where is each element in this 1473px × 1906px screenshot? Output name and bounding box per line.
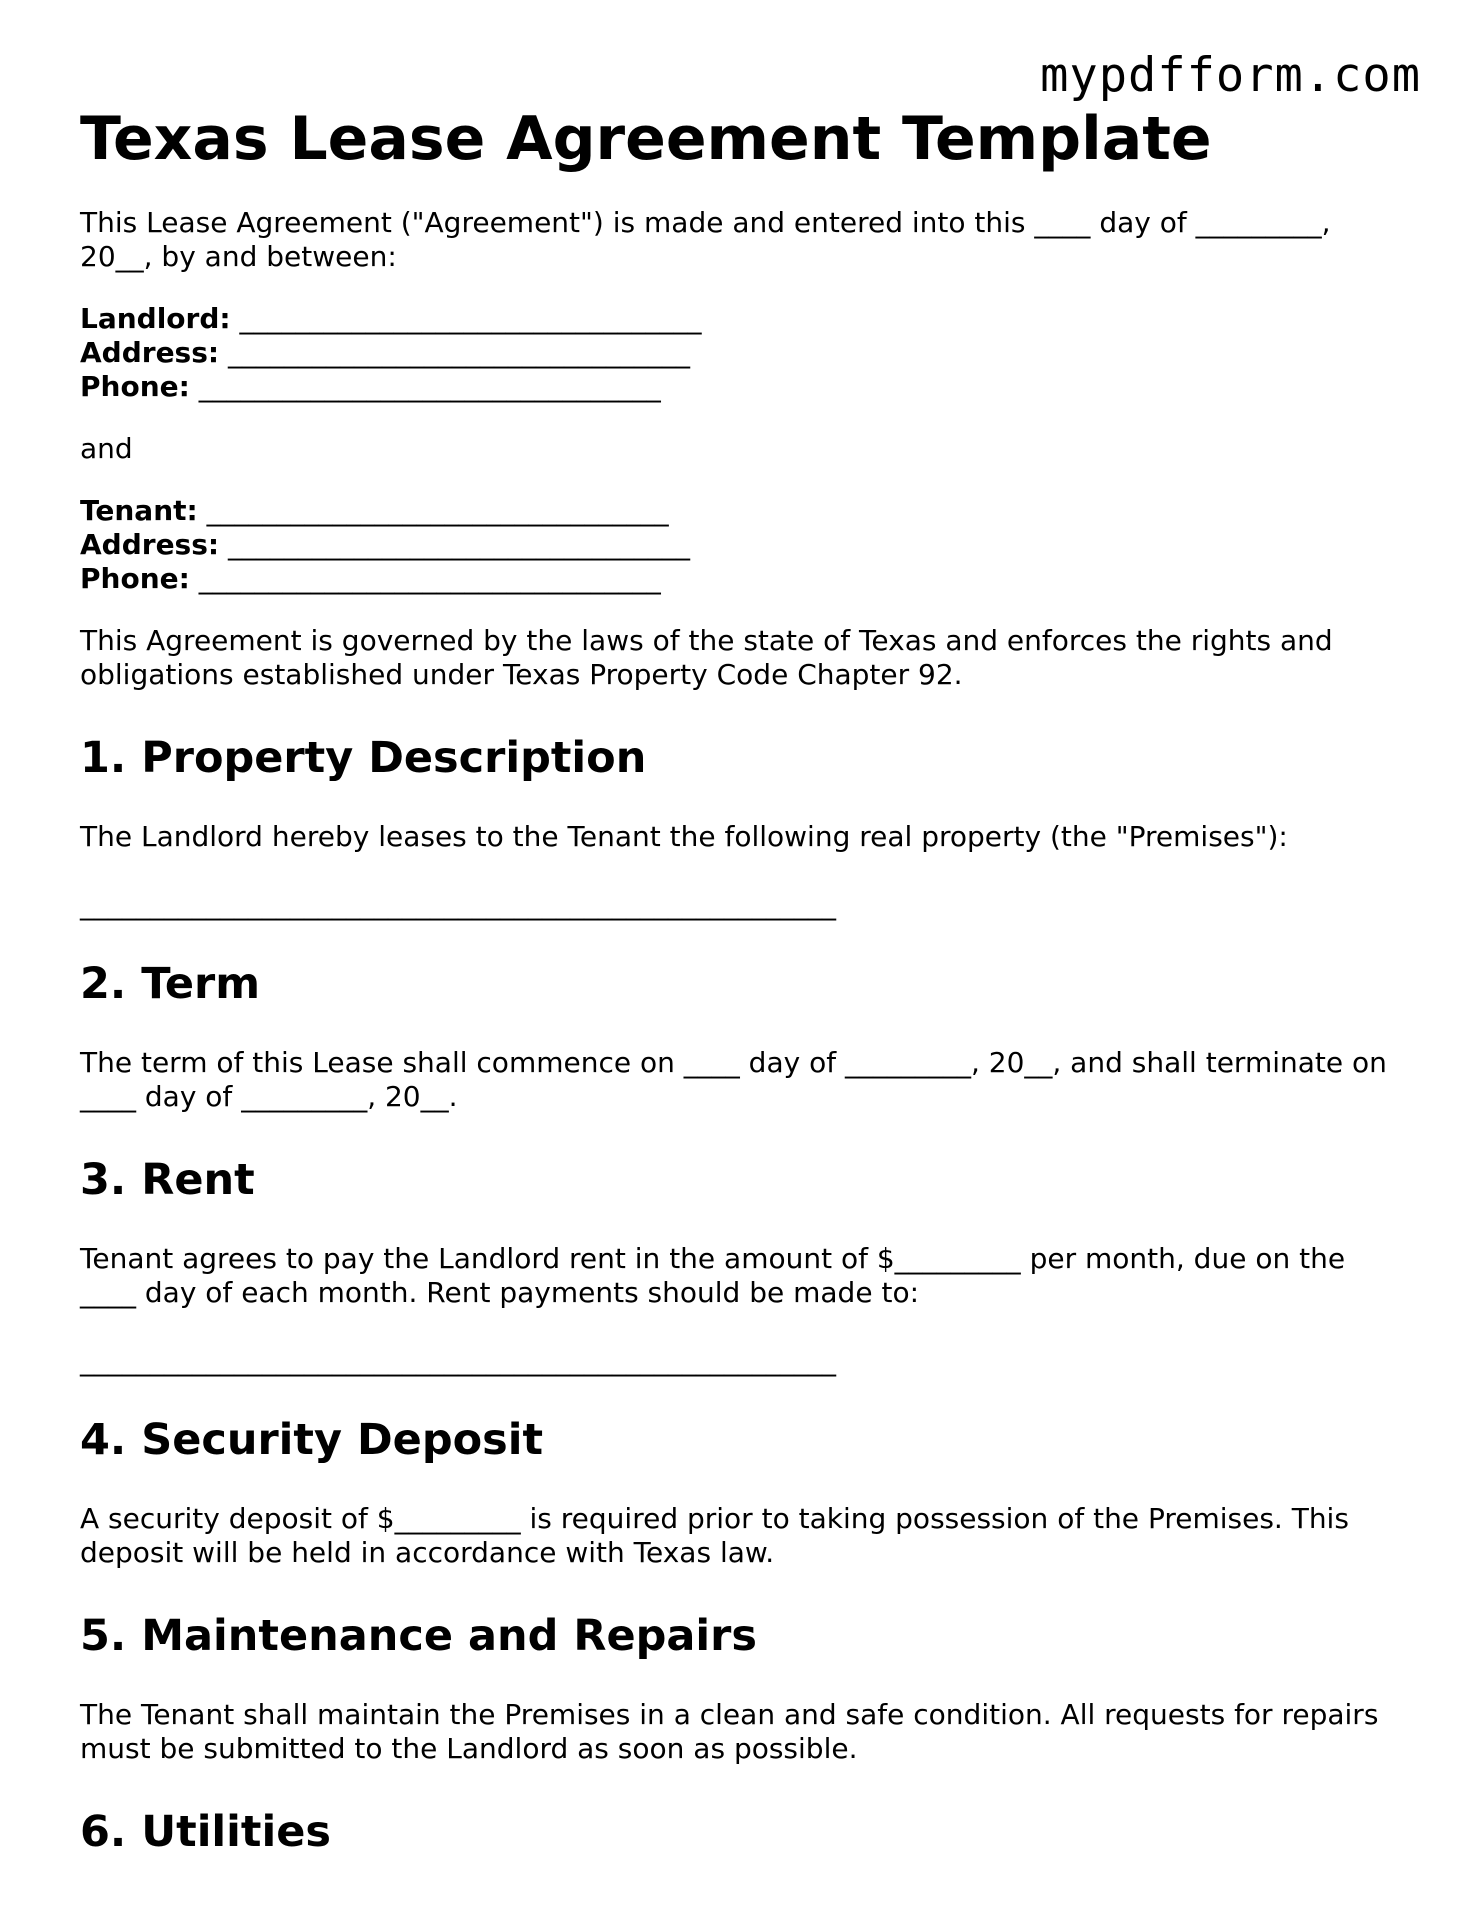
section-heading-property: 1. Property Description	[80, 733, 647, 783]
intro-paragraph: This Lease Agreement ("Agreement") is made and entered into this ____ day of _________, 20__, by and between:	[80, 206, 1331, 273]
tenant-address-field[interactable]: _________________________________	[228, 528, 690, 561]
landlord-phone-field[interactable]: _________________________________	[198, 370, 661, 403]
landlord-name-row	[80, 302, 1400, 336]
document-page	[80, 100, 1400, 1894]
security-deposit-text: A security deposit of $_________ is required prior to taking possession of the Premises. This deposit will be held in accordance with Texas law.	[80, 1502, 1349, 1569]
property-description-text: The Landlord hereby leases to the Tenant the following real property (the "Premises"):	[80, 820, 1288, 853]
tenant-address-row	[80, 528, 1400, 562]
tenant-phone-row	[80, 562, 1400, 596]
section-heading-security-deposit: 4. Security Deposit	[80, 1415, 544, 1465]
property-description-field[interactable]: ______________________________________________________	[80, 888, 836, 921]
tenant-block	[80, 494, 1400, 596]
maintenance-text: The Tenant shall maintain the Premises in a clean and safe condition. All requests for repairs must be submitted to the Landlord as soon as possible.	[80, 1698, 1379, 1765]
governing-law-paragraph: This Agreement is governed by the laws of the state of Texas and enforces the rights and obligations established under Texas Property Code Chapter 92.	[80, 624, 1333, 691]
tenant-phone-label: Phone:	[80, 562, 190, 595]
watermark: mypdfform.com	[1040, 48, 1421, 103]
landlord-address-label: Address:	[80, 336, 220, 369]
rent-payee-field[interactable]: ______________________________________________________	[80, 1344, 836, 1377]
term-text: The term of this Lease shall commence on ____ day of _________, 20__, and shall terminate on ____ day of _________, 20__.	[80, 1046, 1387, 1113]
section-heading-utilities: 6. Utilities	[80, 1807, 331, 1857]
landlord-phone-row	[80, 370, 1400, 404]
landlord-label: Landlord:	[80, 302, 231, 335]
landlord-address-row	[80, 336, 1400, 370]
tenant-label: Tenant:	[80, 494, 198, 527]
section-heading-term: 2. Term	[80, 959, 261, 1009]
landlord-address-field[interactable]: _________________________________	[228, 336, 690, 369]
document-title: Texas Lease Agreement Template	[80, 104, 1212, 174]
section-heading-maintenance: 5. Maintenance and Repairs	[80, 1611, 757, 1661]
tenant-name-field[interactable]: _________________________________	[206, 494, 669, 527]
tenant-phone-field[interactable]: _________________________________	[198, 562, 661, 595]
landlord-name-field[interactable]: _________________________________	[239, 302, 702, 335]
landlord-phone-label: Phone:	[80, 370, 190, 403]
tenant-address-label: Address:	[80, 528, 220, 561]
and-text: and	[80, 432, 133, 465]
rent-text: Tenant agrees to pay the Landlord rent in the amount of $_________ per month, due on the ____ day of each month. Rent payments should be made to:	[80, 1242, 1346, 1309]
landlord-block	[80, 302, 1400, 404]
tenant-name-row	[80, 494, 1400, 528]
section-heading-rent: 3. Rent	[80, 1155, 255, 1205]
